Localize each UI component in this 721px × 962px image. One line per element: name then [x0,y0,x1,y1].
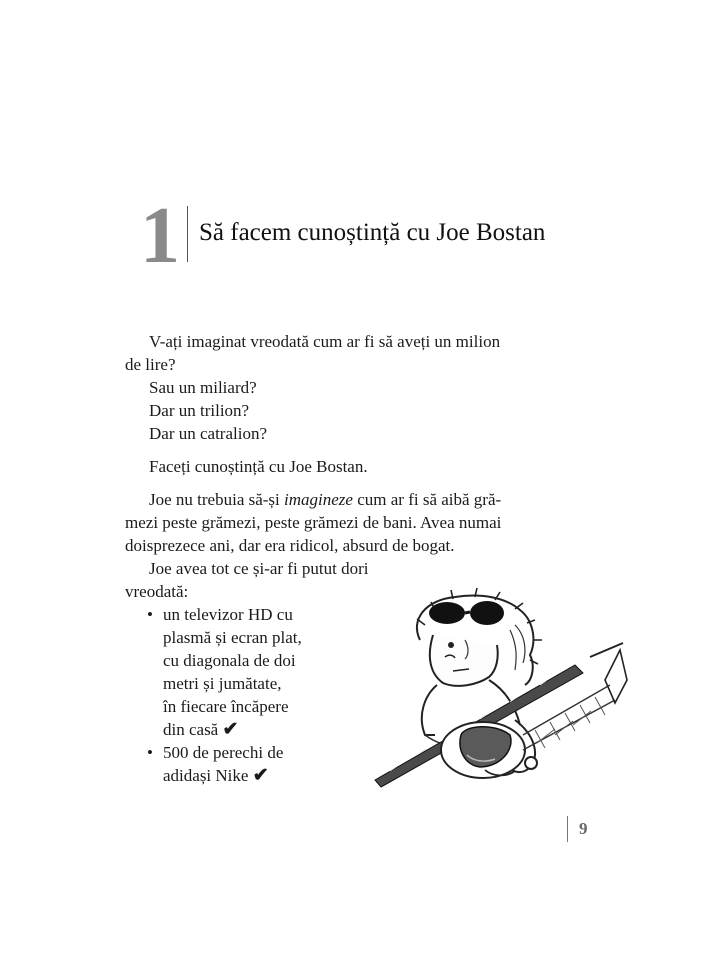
emphasis-text: imagineze [284,490,353,509]
paragraph-line: Dar un catralion? [149,424,267,443]
paragraph-line: Sau un miliard? [149,378,257,397]
paragraph-line: Faceți cunoștință cu Joe Bostan. [149,457,368,476]
paragraph-line: de lire? [125,355,176,374]
paragraph-line [125,488,575,511]
chapter-title: Să facem cunoștință cu Joe Bostan [199,219,546,246]
text-span: cum ar fi să aibă gră- [352,490,502,509]
boy-with-helicopter-illustration [365,585,645,800]
paragraph-line: V-ați imaginat vreodată cum ar fi să aveți un milion [149,332,501,351]
chapter-divider [187,206,188,262]
text-span: Joe nu trebuia să-și [149,490,285,509]
text-span: din casă [163,720,219,739]
list-line: un televizor HD cu [163,605,293,624]
paragraph-line: Dar un trilion? [149,401,250,420]
list-line: metri și jumătate, [163,674,282,693]
text-span: adidași Nike [163,766,249,785]
list-line: în fiecare încăpere [163,697,289,716]
chapter-number: 1 [140,192,178,280]
list-line: cu diagonala de doi [163,651,296,670]
paragraph-line: doisprezece ani, dar era ridicol, absurd de bogat. [125,536,455,555]
page-number: 9 [579,819,588,838]
bullet-icon: • [147,605,153,624]
paragraph-line: vreodată: [125,582,189,601]
checkmark-icon: ✔ [252,765,269,786]
paragraph-line: mezi peste grămezi, peste grămezi de bani. Avea numai [125,513,502,532]
list-line: plasmă și ecran plat, [163,628,302,647]
paragraph-line: Joe avea tot ce și-ar fi putut dori [149,559,369,578]
list-line: 500 de perechi de [163,743,284,762]
checkmark-icon: ✔ [222,719,239,740]
bullet-icon: • [147,743,153,762]
page-number-divider [567,816,568,842]
